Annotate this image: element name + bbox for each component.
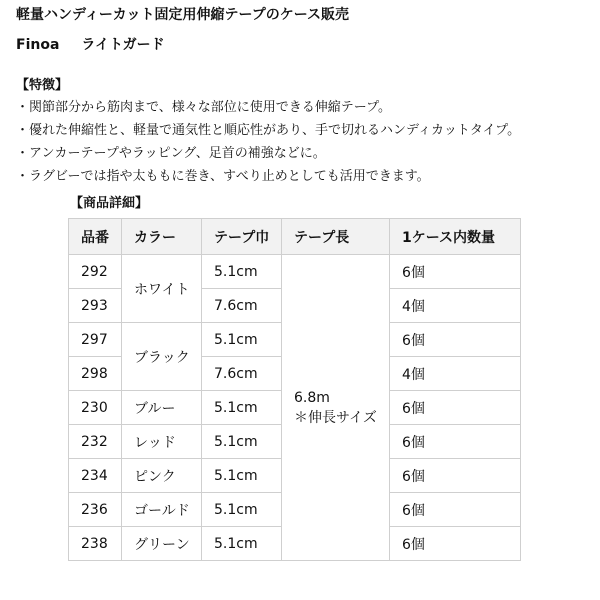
cell-length: [282, 255, 390, 561]
cell-color: グリーン: [122, 527, 202, 561]
cell-width: 5.1cm: [202, 391, 282, 425]
cell-code: 234: [69, 459, 122, 493]
features-heading: 【特徴】: [16, 78, 69, 93]
page-header: [16, 6, 349, 54]
spec-table: [68, 218, 521, 561]
cell-code: 297: [69, 323, 122, 357]
cell-width: 7.6cm: [202, 289, 282, 323]
cell-code: 298: [69, 357, 122, 391]
product-subtitle: [16, 36, 349, 54]
features-section: [16, 76, 520, 188]
col-header-qty: 1ケース内数量: [390, 219, 521, 255]
col-header-length: テープ長: [282, 219, 390, 255]
cell-qty: 6個: [390, 493, 521, 527]
feature-item: ・アンカーテープやラッピング、足首の補強などに。: [16, 146, 326, 161]
cell-code: 238: [69, 527, 122, 561]
cell-qty: 6個: [390, 255, 521, 289]
product-name: ライトガード: [81, 37, 165, 53]
cell-width: 5.1cm: [202, 459, 282, 493]
cell-width: 5.1cm: [202, 493, 282, 527]
cell-qty: 6個: [390, 425, 521, 459]
feature-item: ・優れた伸縮性と、軽量で通気性と順応性があり、手で切れるハンディカットタイプ。: [16, 123, 521, 138]
cell-color: ホワイト: [122, 255, 202, 323]
cell-qty: 6個: [390, 323, 521, 357]
details-heading: 【商品詳細】: [70, 196, 149, 211]
cell-qty: 4個: [390, 357, 521, 391]
cell-code: 236: [69, 493, 122, 527]
tape-length-value: 6.8m: [294, 389, 330, 406]
feature-item: ・関節部分から筋肉まで、様々な部位に使用できる伸縮テープ。: [16, 100, 392, 115]
col-header-code: 品番: [69, 219, 122, 255]
cell-qty: 6個: [390, 459, 521, 493]
cell-qty: 6個: [390, 527, 521, 561]
brand-name: Finoa: [16, 37, 60, 53]
cell-color: ピンク: [122, 459, 202, 493]
cell-color: ブラック: [122, 323, 202, 391]
cell-width: 5.1cm: [202, 323, 282, 357]
tape-length-note: ＊伸長サイズ: [294, 409, 377, 426]
cell-width: 5.1cm: [202, 255, 282, 289]
cell-width: 5.1cm: [202, 527, 282, 561]
cell-color: ブルー: [122, 391, 202, 425]
cell-code: 230: [69, 391, 122, 425]
table-header-row: [69, 219, 521, 255]
cell-color: ゴールド: [122, 493, 202, 527]
table-row: [69, 255, 521, 289]
cell-code: 292: [69, 255, 122, 289]
col-header-color: カラー: [122, 219, 202, 255]
page-title: 軽量ハンディーカット固定用伸縮テープのケース販売: [16, 7, 350, 23]
cell-color: レッド: [122, 425, 202, 459]
col-header-width: テープ巾: [202, 219, 282, 255]
cell-qty: 6個: [390, 391, 521, 425]
cell-width: 7.6cm: [202, 357, 282, 391]
cell-code: 232: [69, 425, 122, 459]
feature-item: ・ラグビーでは指や太ももに巻き、すべり止めとしても活用できます。: [16, 169, 430, 184]
cell-code: 293: [69, 289, 122, 323]
cell-width: 5.1cm: [202, 425, 282, 459]
cell-qty: 4個: [390, 289, 521, 323]
